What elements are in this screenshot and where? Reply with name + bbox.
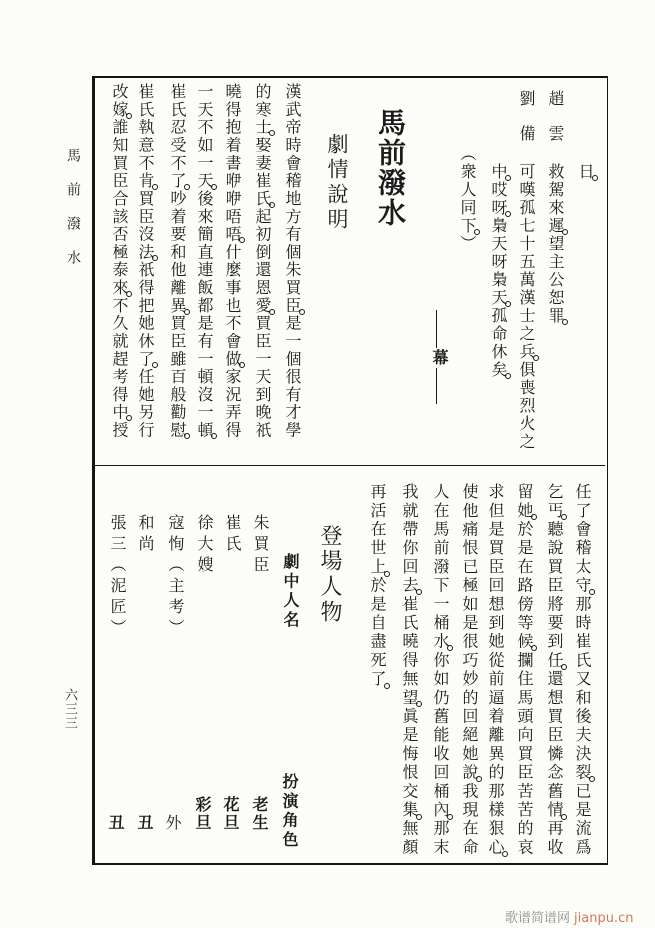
- synopsis-column: 求但是買臣回想到她從前逼着離異的那樣狠心: [486, 483, 505, 858]
- cast-character: 朱買臣: [251, 514, 270, 577]
- synopsis-column: 使他痛恨已極如是很巧妙的回絕她說我現在命: [460, 483, 479, 858]
- character-column-header: 劇中人名: [281, 553, 300, 631]
- cast-character: 崔氏: [223, 514, 242, 556]
- dialogue-line: 日: [576, 163, 595, 181]
- speaker-name: 劉備: [517, 90, 536, 160]
- dialogue-line: 中哎呀梟天呀梟天孤命休矣: [489, 163, 508, 379]
- curtain-mark: 幕: [430, 349, 449, 367]
- synopsis-column: 一天不如一天後來簡直連飯都是有一頓沒一頓: [195, 83, 214, 440]
- role-column-header: 扮演角色: [280, 773, 299, 851]
- synopsis-column: 再活在世上於是自盡死了: [368, 483, 387, 689]
- curtain-line-bottom: [436, 368, 437, 404]
- cast-character: 和尚: [136, 514, 155, 556]
- running-title: 馬前潑水: [65, 148, 81, 284]
- play-title: 馬前潑水: [374, 108, 407, 228]
- cast-character: 寇恂（主考）: [166, 514, 185, 640]
- synopsis-heading: 劇情說明: [325, 133, 349, 233]
- synopsis-column: 我就帶你回去崔氏曉得無望眞是悔恨交集無顏: [400, 483, 419, 858]
- watermark-domain: jianpu.cn: [574, 911, 634, 926]
- stage-direction: （衆人同下）: [458, 145, 477, 253]
- synopsis-column: 的寒士娶妻崔氏起初倒還恩愛買臣一天到晚祇: [253, 83, 272, 440]
- cast-role: 花旦: [221, 796, 240, 832]
- cast-character: 張三（泥匠）: [108, 514, 127, 640]
- synopsis-column: 任了會稽太守那時崔氏又和後夫決裂已是流爲: [573, 483, 592, 858]
- cast-role: 丑: [106, 814, 125, 832]
- dialogue-line: 救駕來遲望主公恕罪: [546, 163, 565, 325]
- dialogue-line: 可嘆孤七十五萬漢士之兵俱喪烈火之: [517, 163, 536, 451]
- cast-role: 外: [163, 814, 182, 832]
- page-number: 六三三: [62, 688, 77, 730]
- section-divider: [94, 465, 605, 466]
- site-watermark: [505, 907, 633, 926]
- synopsis-column: 崔氏執意不肯買臣沒法祇得把她休了任她另行: [136, 83, 155, 440]
- synopsis-column: 曉得抱着書咿咿唔唔什麼事也不會做家況弄得: [223, 83, 242, 440]
- cast-role: 老生: [250, 796, 269, 832]
- synopsis-column: 乞丐聽說買臣將要到任還想買臣憐念舊情再收: [545, 483, 564, 858]
- cast-character: 徐大嫂: [195, 514, 214, 577]
- cast-heading: 登場人物: [317, 524, 342, 626]
- cast-role: 彩旦: [193, 796, 212, 832]
- synopsis-column: 留她於是在路傍等候攔住馬頭向買臣苦苦的哀: [515, 483, 534, 858]
- speaker-name: 趙雲: [546, 90, 565, 160]
- synopsis-column: 漢武帝時會稽地方有個朱買臣是一個很有才學: [283, 83, 302, 440]
- curtain-line-top: [436, 310, 437, 348]
- synopsis-column: 人在馬前潑下一桶水你如仍舊能收回桶內那末: [431, 483, 450, 858]
- synopsis-column: 崔氏忍受不了吵着要和他離異買臣雖百般勸慰: [168, 83, 187, 440]
- cast-role: 丑: [135, 814, 154, 832]
- synopsis-column: 改嫁誰知買臣合該否極泰來不久就趕考得中授: [110, 83, 129, 440]
- watermark-chinese: 歌谱简谱网: [505, 911, 571, 926]
